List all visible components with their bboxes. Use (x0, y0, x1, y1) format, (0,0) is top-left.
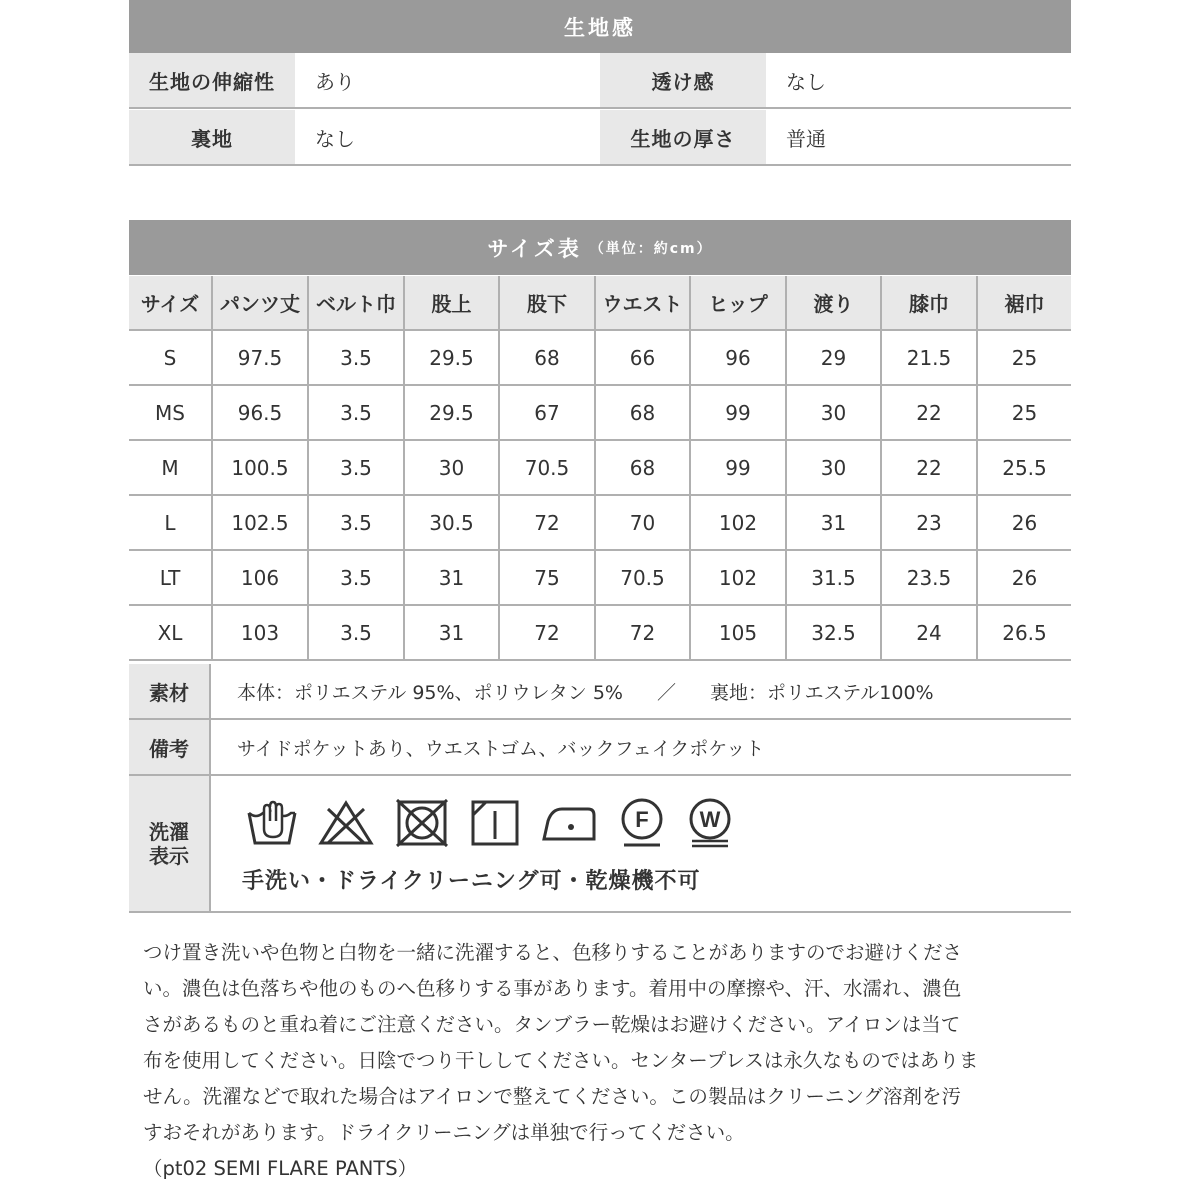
size-label-cell: MS (129, 385, 212, 440)
fabric-value: なし (315, 126, 355, 151)
size-table-row (129, 605, 1071, 660)
size-table-header-cell: 裾巾 (977, 276, 1071, 330)
size-value-cell: 29.5 (404, 385, 499, 440)
size-value-cell: 70.5 (595, 550, 690, 605)
size-value-cell: 25 (977, 385, 1071, 440)
size-value-cell: 72 (595, 605, 690, 660)
size-value-cell: 103 (212, 605, 308, 660)
size-table-title: サイズ表 (487, 236, 582, 261)
fabric-value: 普通 (786, 126, 826, 151)
size-value-cell: 72 (499, 605, 595, 660)
washing-label-line1: 洗濯 (149, 819, 189, 844)
size-value-cell: 31 (786, 495, 881, 550)
material-separator: ／ (656, 681, 676, 704)
size-value-cell: 30.5 (404, 495, 499, 550)
size-value-cell: 72 (499, 495, 595, 550)
size-table-header (129, 220, 1071, 275)
size-table-header-cell: 股上 (404, 276, 499, 330)
size-value-cell: 3.5 (308, 330, 404, 385)
size-value-cell: 70 (595, 495, 690, 550)
size-value-cell: 3.5 (308, 440, 404, 495)
note-line: せん。洗濯などで取れた場合はアイロンで整えてください。この製品はクリーニング溶剤を汚 (143, 1085, 962, 1108)
care-notes (143, 935, 1073, 1187)
size-value-cell: 26 (977, 495, 1071, 550)
size-label-cell: XL (129, 605, 212, 660)
product-code: （pt02 SEMI FLARE PANTS） (143, 1157, 418, 1180)
size-table-header-row (129, 276, 1071, 330)
washing-summary: 手洗い・ドライクリーニング可・乾燥機不可 (242, 869, 701, 894)
fabric-table (129, 53, 1071, 166)
fabric-label: 生地の伸縮性 (129, 53, 295, 107)
size-table-header-cell: 膝巾 (881, 276, 977, 330)
size-table-header-cell: ベルト巾 (308, 276, 404, 330)
fabric-title: 生地感 (564, 15, 636, 40)
note-line: さがあるものと重ね着にご注意ください。タンブラー乾燥はお避けください。アイロンは当て (143, 1013, 961, 1036)
size-table-row (129, 550, 1071, 605)
material-lining: 裏地：ポリエステル100% (710, 681, 934, 704)
size-value-cell: 23 (881, 495, 977, 550)
fabric-header (129, 0, 1071, 53)
size-value-cell: 102.5 (212, 495, 308, 550)
remarks-label: 備考 (129, 720, 211, 774)
size-table-row (129, 440, 1071, 495)
size-value-cell: 30 (786, 440, 881, 495)
size-label-cell: M (129, 440, 212, 495)
size-value-cell: 96.5 (212, 385, 308, 440)
size-value-cell: 99 (690, 385, 786, 440)
wet-clean-w-icon (686, 797, 734, 849)
size-table-header-cell: パンツ丈 (212, 276, 308, 330)
wet-clean-letter: W (699, 807, 721, 832)
size-value-cell: 96 (690, 330, 786, 385)
size-table-header-cell: ウエスト (595, 276, 690, 330)
size-value-cell: 97.5 (212, 330, 308, 385)
size-table-header-cell: 渡り (786, 276, 881, 330)
size-value-cell: 29.5 (404, 330, 499, 385)
size-value-cell: 3.5 (308, 385, 404, 440)
size-table-header-cell: サイズ (129, 276, 212, 330)
size-value-cell: 3.5 (308, 550, 404, 605)
size-value-cell: 22 (881, 440, 977, 495)
hand-wash-icon (246, 799, 298, 847)
material-main: 本体：ポリエステル 95%、ポリウレタン 5% (237, 681, 623, 704)
size-value-cell: 31 (404, 550, 499, 605)
material-value (211, 664, 1071, 718)
washing-icons (246, 797, 734, 849)
drip-dry-shade-icon (470, 799, 520, 847)
fabric-label: 裏地 (129, 110, 295, 164)
size-value-cell: 68 (499, 330, 595, 385)
remarks-value: サイドポケットあり、ウエストゴム、バックフェイクポケット (237, 737, 765, 760)
size-value-cell: 68 (595, 385, 690, 440)
size-value-cell: 26 (977, 550, 1071, 605)
size-value-cell: 68 (595, 440, 690, 495)
size-value-cell: 30 (404, 440, 499, 495)
size-value-cell: 24 (881, 605, 977, 660)
size-value-cell: 70.5 (499, 440, 595, 495)
remarks-row (129, 720, 1071, 776)
size-value-cell: 67 (499, 385, 595, 440)
dry-clean-letter: F (635, 807, 649, 832)
size-value-cell: 26.5 (977, 605, 1071, 660)
size-table-header-cell: 股下 (499, 276, 595, 330)
size-value-cell: 3.5 (308, 495, 404, 550)
fabric-row (129, 110, 1071, 166)
material-row (129, 664, 1071, 720)
fabric-value: なし (786, 69, 826, 94)
size-value-cell: 25 (977, 330, 1071, 385)
size-value-cell: 22 (881, 385, 977, 440)
size-value-cell: 75 (499, 550, 595, 605)
note-line: すおそれがあります。ドライクリーニングは単独で行ってください。 (143, 1121, 745, 1144)
size-label-cell: L (129, 495, 212, 550)
fabric-row (129, 53, 1071, 109)
size-table-header-cell: ヒップ (690, 276, 786, 330)
material-label: 素材 (129, 664, 211, 718)
size-value-cell: 32.5 (786, 605, 881, 660)
washing-label-line2: 表示 (149, 843, 189, 868)
size-value-cell: 100.5 (212, 440, 308, 495)
size-value-cell: 31 (404, 605, 499, 660)
size-value-cell: 3.5 (308, 605, 404, 660)
size-table-row (129, 330, 1071, 385)
size-value-cell: 23.5 (881, 550, 977, 605)
dry-clean-f-icon (618, 797, 666, 849)
note-line: 布を使用してください。日陰でつり干ししてください。センタープレスは永久なものではありま (143, 1049, 979, 1072)
size-table-row (129, 495, 1071, 550)
no-bleach-icon (318, 799, 374, 847)
size-value-cell: 106 (212, 550, 308, 605)
size-value-cell: 31.5 (786, 550, 881, 605)
size-table (129, 276, 1071, 661)
note-line: い。濃色は色落ちや他のものへ色移りする事があります。着用中の摩擦や、汗、水濡れ、濃色 (143, 977, 962, 1000)
size-value-cell: 105 (690, 605, 786, 660)
size-value-cell: 25.5 (977, 440, 1071, 495)
size-value-cell: 66 (595, 330, 690, 385)
fabric-label: 透け感 (600, 53, 766, 107)
washing-label (129, 776, 211, 911)
size-label-cell: S (129, 330, 212, 385)
size-table-row (129, 385, 1071, 440)
no-tumble-dry-icon (394, 799, 450, 847)
fabric-value: あり (315, 69, 355, 94)
fabric-label: 生地の厚さ (600, 110, 766, 164)
size-value-cell: 102 (690, 550, 786, 605)
size-table-unit: （単位：約cm） (589, 240, 713, 257)
note-line: つけ置き洗いや色物と白物を一緒に洗濯すると、色移りすることがありますのでお避けくださ (143, 941, 963, 964)
low-iron-icon (540, 799, 598, 847)
size-value-cell: 30 (786, 385, 881, 440)
size-value-cell: 29 (786, 330, 881, 385)
size-value-cell: 99 (690, 440, 786, 495)
size-label-cell: LT (129, 550, 212, 605)
size-value-cell: 102 (690, 495, 786, 550)
size-value-cell: 21.5 (881, 330, 977, 385)
